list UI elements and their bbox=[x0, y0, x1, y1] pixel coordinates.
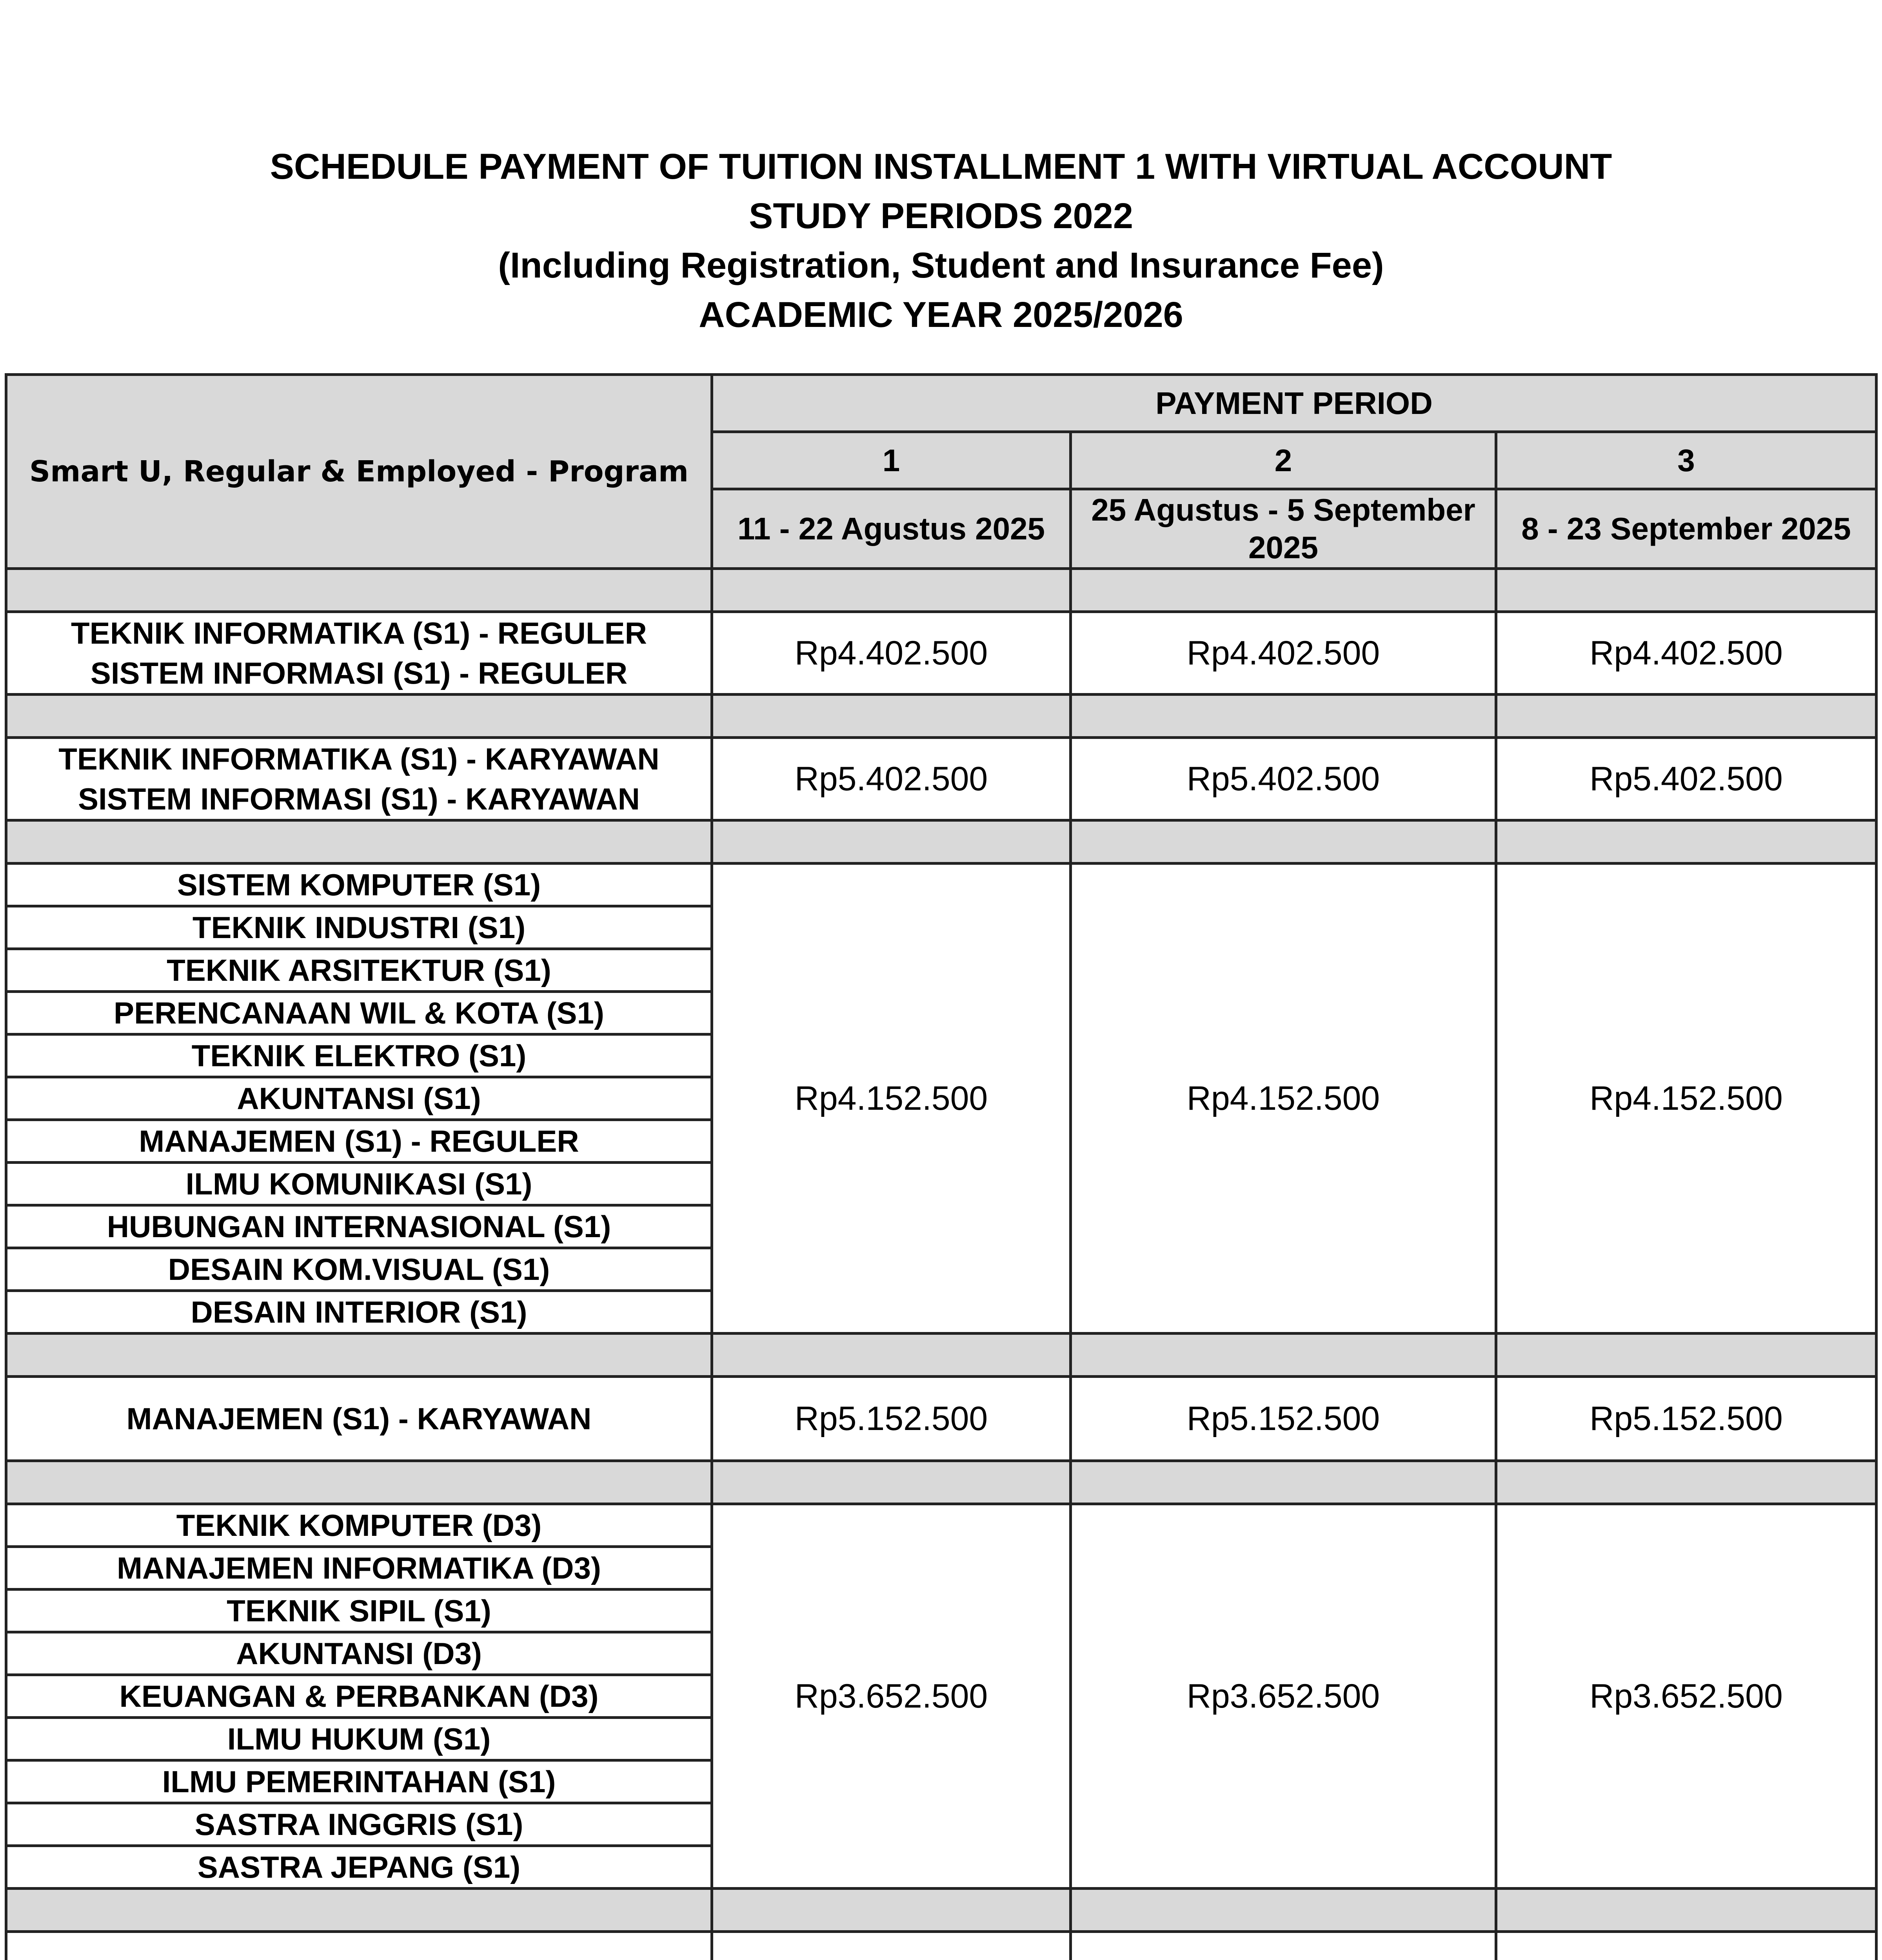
table-row bbox=[6, 612, 1877, 695]
table-row bbox=[6, 1932, 1877, 1960]
spacer-cell bbox=[1496, 569, 1877, 612]
program-name: DESAIN KOM.VISUAL (S1) bbox=[6, 1248, 712, 1291]
fee-amount bbox=[1496, 1932, 1877, 1960]
program-names bbox=[6, 1377, 712, 1461]
program-name: SASTRA INGGRIS (S1) bbox=[6, 1803, 712, 1846]
spacer-cell bbox=[712, 820, 1071, 864]
program-name: TEKNIK ELEKTRO (S1) bbox=[6, 1034, 712, 1077]
fee-amount: Rp5.152.500 bbox=[712, 1377, 1071, 1461]
program-name: ILMU PEMERINTAHAN (S1) bbox=[6, 1760, 712, 1803]
spacer-row bbox=[6, 1334, 1877, 1377]
program-name: DESAIN INTERIOR (S1) bbox=[6, 1291, 712, 1334]
spacer-cell bbox=[712, 1334, 1071, 1377]
fee-amount: Rp3.652.500 bbox=[1496, 1504, 1877, 1889]
fee-amount: Rp4.152.500 bbox=[1071, 864, 1496, 1334]
program-name: AKUNTANSI (S1) bbox=[6, 1077, 712, 1120]
program-name: TEKNIK INFORMATIKA (S1) - KARYAWAN bbox=[58, 742, 659, 776]
spacer-cell bbox=[1071, 1334, 1496, 1377]
program-name: SISTEM INFORMASI (S1) - REGULER bbox=[90, 656, 628, 690]
program-name: SASTRA JEPANG (S1) bbox=[6, 1846, 712, 1889]
spacer-cell bbox=[1496, 820, 1877, 864]
spacer-row bbox=[6, 569, 1877, 612]
spacer-cell bbox=[6, 1334, 712, 1377]
program-name: MANAJEMEN (S1) - KARYAWAN bbox=[126, 1401, 592, 1436]
spacer-cell bbox=[1071, 820, 1496, 864]
spacer-cell bbox=[1071, 695, 1496, 738]
program-name: MANAJEMEN (S1) - REGULER bbox=[6, 1120, 712, 1163]
spacer-row bbox=[6, 1889, 1877, 1932]
spacer-cell bbox=[6, 569, 712, 612]
spacer-cell bbox=[712, 1889, 1071, 1932]
program-name: AKUNTANSI (D3) bbox=[6, 1632, 712, 1675]
spacer-cell bbox=[6, 1461, 712, 1504]
spacer-cell bbox=[1071, 1461, 1496, 1504]
program-name: TEKNIK ARSITEKTUR (S1) bbox=[6, 949, 712, 992]
period-dates: 11 - 22 Agustus 2025 bbox=[712, 489, 1071, 569]
program-name: ILMU KOMUNIKASI (S1) bbox=[6, 1163, 712, 1205]
spacer-cell bbox=[1496, 1889, 1877, 1932]
spacer-cell bbox=[1496, 1334, 1877, 1377]
program-name: TEKNIK INDUSTRI (S1) bbox=[6, 906, 712, 949]
table-row bbox=[6, 864, 1877, 906]
spacer-cell bbox=[1496, 1461, 1877, 1504]
program-name: PERENCANAAN WIL & KOTA (S1) bbox=[6, 992, 712, 1034]
program-header: Smart U, Regular & Employed - Program bbox=[6, 375, 712, 569]
period-dates: 25 Agustus - 5 September 2025 bbox=[1071, 489, 1496, 569]
period-dates: 8 - 23 September 2025 bbox=[1496, 489, 1877, 569]
title-line-3: (Including Registration, Student and Insurance Fee) bbox=[498, 245, 1384, 285]
spacer-row bbox=[6, 1461, 1877, 1504]
program-name: SISTEM INFORMASI (S1) - KARYAWAN bbox=[78, 782, 640, 816]
table-row bbox=[6, 1504, 1877, 1547]
header-row bbox=[6, 375, 1877, 432]
period-number: 1 bbox=[712, 432, 1071, 489]
program-names bbox=[6, 612, 712, 695]
spacer-cell bbox=[6, 820, 712, 864]
title-line-4: ACADEMIC YEAR 2025/2026 bbox=[699, 295, 1183, 335]
period-number: 2 bbox=[1071, 432, 1496, 489]
program-name: KEUANGAN & PERBANKAN (D3) bbox=[6, 1675, 712, 1718]
spacer-cell bbox=[1071, 1889, 1496, 1932]
table-row bbox=[6, 1377, 1877, 1461]
title-line-2: STUDY PERIODS 2022 bbox=[748, 196, 1133, 236]
program-name: TEKNIK KOMPUTER (D3) bbox=[6, 1504, 712, 1547]
fee-amount: Rp5.402.500 bbox=[1496, 738, 1877, 820]
fee-amount bbox=[1071, 1932, 1496, 1960]
program-name: SISTEM KOMPUTER (S1) bbox=[6, 864, 712, 906]
program-names bbox=[6, 738, 712, 820]
spacer-cell bbox=[6, 1889, 712, 1932]
spacer-cell bbox=[712, 1461, 1071, 1504]
spacer-cell bbox=[6, 695, 712, 738]
program-names bbox=[6, 1932, 712, 1960]
spacer-cell bbox=[1071, 569, 1496, 612]
fee-amount: Rp5.152.500 bbox=[1496, 1377, 1877, 1461]
period-number: 3 bbox=[1496, 432, 1877, 489]
program-name: TEKNIK SIPIL (S1) bbox=[6, 1590, 712, 1632]
program-name: HUBUNGAN INTERNASIONAL (S1) bbox=[6, 1205, 712, 1248]
program-name: MANAJEMEN INFORMATIKA (D3) bbox=[6, 1547, 712, 1590]
fee-amount: Rp3.652.500 bbox=[1071, 1504, 1496, 1889]
spacer-cell bbox=[712, 695, 1071, 738]
fee-amount: Rp4.402.500 bbox=[712, 612, 1071, 695]
table-body bbox=[6, 375, 1877, 1960]
fee-amount: Rp4.402.500 bbox=[1071, 612, 1496, 695]
spacer-cell bbox=[712, 569, 1071, 612]
fee-amount: Rp3.652.500 bbox=[712, 1504, 1071, 1889]
payment-schedule-table bbox=[5, 373, 1878, 1960]
payment-period-header: PAYMENT PERIOD bbox=[712, 375, 1877, 432]
fee-amount: Rp5.402.500 bbox=[712, 738, 1071, 820]
program-name: TEKNIK INFORMATIKA (S1) - REGULER bbox=[71, 616, 647, 650]
spacer-cell bbox=[1496, 695, 1877, 738]
fee-amount bbox=[712, 1932, 1071, 1960]
fee-amount: Rp4.152.500 bbox=[1496, 864, 1877, 1334]
title-line-1: SCHEDULE PAYMENT OF TUITION INSTALLMENT 1 WITH VIRTUAL ACCOUNT bbox=[270, 147, 1612, 187]
document-title bbox=[0, 142, 1882, 339]
spacer-row bbox=[6, 820, 1877, 864]
spacer-row bbox=[6, 695, 1877, 738]
fee-amount: Rp4.402.500 bbox=[1496, 612, 1877, 695]
fee-amount: Rp5.402.500 bbox=[1071, 738, 1496, 820]
fee-amount: Rp4.152.500 bbox=[712, 864, 1071, 1334]
fee-amount: Rp5.152.500 bbox=[1071, 1377, 1496, 1461]
program-name: ILMU HUKUM (S1) bbox=[6, 1718, 712, 1760]
table-row bbox=[6, 738, 1877, 820]
